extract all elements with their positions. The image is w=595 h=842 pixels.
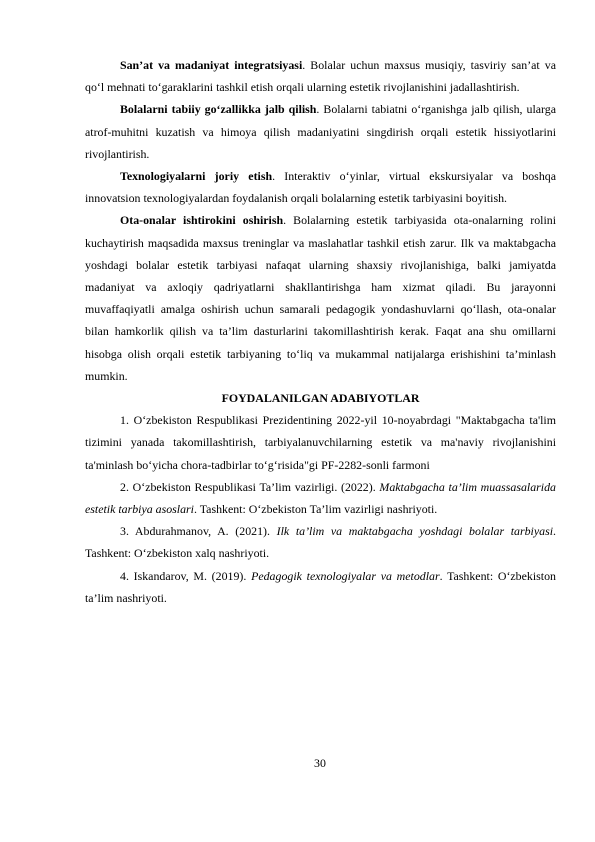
paragraph-term: Bolalarni tabiiy go‘zallikka jalb qilish	[120, 102, 317, 117]
reference-text: 4. Iskandarov, M. (2019).	[120, 568, 252, 583]
references-heading: FOYDALANILGAN ADABIYOTLAR	[221, 391, 420, 406]
paragraph-text: . Bolalarni tabiatni o‘rganishga jalb qilish, ularga atrof-muhitni kuzatish va himoya qilish madaniyatini singdirish orqali estetik hissiyotlarini rivojlantirish.	[85, 102, 556, 161]
reference-publisher: . Tashkent: O‘zbekiston xalq nashriyoti.	[85, 524, 556, 561]
reference-text: 3. Abdurahmanov, A. (2021).	[120, 524, 277, 539]
reference-title: Maktabgacha ta’lim muassasalarida estetik tarbiya asoslari	[85, 479, 556, 517]
document-page	[85, 54, 556, 609]
paragraph-term: Texnologiyalarni joriy etish	[120, 169, 273, 184]
reference-title: Pedagogik texnologiyalar va metodlar	[251, 568, 440, 583]
reference-publisher: . Tashkent: O‘zbekiston ta’lim nashriyoti.	[85, 568, 556, 605]
reference-text: 2. O‘zbekiston Respublikasi Ta’lim vazirligi. (2022).	[120, 479, 380, 494]
paragraph-parent-participation	[85, 209, 556, 387]
reference-item	[85, 565, 556, 609]
reference-text: 1. O‘zbekiston Respublikasi Prezidentining 2022-yil 10-noyabrdagi "Maktabgacha ta'lim tizimini yanada takomillashtirish, tarbiyalanuvchilarning estetik va ma'naviy rivojlanishini ta'minlash bo‘yicha chora-tadbirlar to‘g‘risida"gi PF-2282-sonli farmoni	[85, 413, 556, 472]
reference-item	[85, 476, 556, 520]
paragraph-term: Ota-onalar ishtirokini oshirish	[120, 213, 284, 228]
paragraph-technology	[85, 165, 556, 209]
reference-item	[85, 409, 556, 476]
reference-title: Ilk ta’lim va maktabgacha yoshdagi bolalar tarbiyasi	[276, 524, 554, 539]
paragraph-text: . Bolalarning estetik tarbiyasida ota-onalarning rolini kuchaytirish maqsadida maxsus treninglar va maslahatlar tashkil etish zarur. Ilk va maktabgacha yoshdagi bolalar estetik tarbiyasi nafaqat ularning shaxsiy rivojlanishiga, balki jamiyatda madaniyat va axloqiy qadriyatlarni shakllantirishga ham xizmat qiladi. Bu jarayonni muvaffaqiyatli amalga oshirish uchun samarali pedagogik yondashuvlarni qo‘llash, ota-onalar bilan hamkorlik qilish va ta’lim dasturlarini takomillashtirish kerak. Faqat ana shu omillarni hisobga olish orqali estetik tarbiyaning to‘liq va mukammal natijalarga erishishini ta’minlash mumkin.	[85, 213, 556, 383]
paragraph-text: . Bolalar uchun maxsus musiqiy, tasviriy san’at va qo‘l mehnati to‘garaklarini tashkil etish orqali ularning estetik rivojlanishini jadallashtirish.	[85, 58, 556, 95]
paragraph-art-culture-integration	[85, 54, 556, 98]
reference-publisher: . Tashkent: O‘zbekiston Ta’lim vazirligi nashriyoti.	[194, 502, 438, 517]
paragraph-text: . Interaktiv o‘yinlar, virtual ekskursiyalar va boshqa innovatsion texnologiyalardan foydalanish orqali bolalarning estetik tarbiyasini boyitish.	[85, 169, 556, 206]
paragraph-term: San’at va madaniyat integratsiyasi	[120, 58, 303, 72]
page-number: 30	[314, 756, 326, 770]
reference-item	[85, 520, 556, 564]
paragraph-nature-beauty	[85, 98, 556, 165]
